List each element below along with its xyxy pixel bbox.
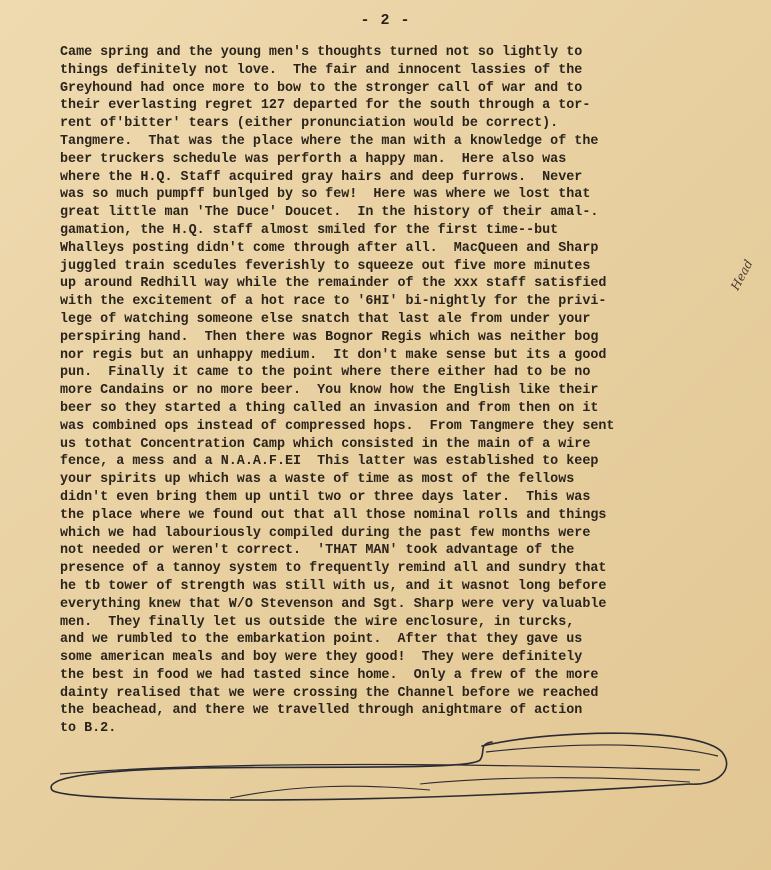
text-line: didn't even bring them up until two or three days later. This was [60,489,591,505]
text-line: not needed or weren't correct. 'THAT MAN' took advantage of the [60,543,575,559]
text-line: things definitely not love. The fair and innocent lassies of the [60,62,583,78]
text-line: their everlasting regret 127 departed for the south through a tor- [60,98,591,114]
text-line: where the H.Q. Staff acquired gray hairs and deep furrows. Never [60,169,583,185]
text-line: which we had labouriously compiled during the past few months were [60,525,591,541]
text-line: beer truckers schedule was perforth a happy man. Here also was [60,151,567,167]
text-line: some american meals and boy were they good! They were definitely [60,650,583,666]
text-line: us tothat Concentration Camp which consisted in the main of a wire [60,436,591,452]
text-line: nor regis but an unhappy medium. It don't make sense but its a good [60,347,607,363]
text-line: to B.2. [60,721,117,737]
text-line: your spirits up which was a waste of time as most of the fellows [60,472,575,488]
text-line: the place where we found out that all those nominal rolls and things [60,507,607,523]
text-line: the beachead, and there we travelled through anightmare of action [60,703,583,719]
text-line: pun. Finally it came to the point where there either had to be no [60,365,591,381]
text-line: Whalleys posting didn't come through after all. MacQueen and Sharp [60,240,599,256]
ink-strike-icon [420,778,690,784]
text-line: gamation, the H.Q. staff almost smiled for the first time--but [60,222,559,238]
text-line: Greyhound had once more to bow to the stronger call of war and to [60,80,583,96]
text-line: great little man 'The Duce' Doucet. In the history of their amal-. [60,205,599,221]
ink-strike-icon [60,764,700,774]
ink-strike-icon [230,786,430,798]
text-line: the best in food we had tasted since home. Only a frew of the more [60,667,599,683]
text-line: and we rumbled to the embarkation point. After that they gave us [60,632,583,648]
text-line: Tangmere. That was the place where the man with a knowledge of the [60,133,599,149]
text-line: presence of a tannoy system to frequently remind all and sundry that [60,561,607,577]
text-line: everything knew that W/O Stevenson and Sgt. Sharp were very valuable [60,596,607,612]
text-line: more Candains or no more beer. You know how the English like their [60,383,599,399]
text-line: juggled train scedules feverishly to squeeze out five more minutes [60,258,591,274]
text-line: men. They finally let us outside the wire enclosure, in turcks, [60,614,575,630]
text-line: he tb tower of strength was still with us, and it wasnot long before [60,578,607,594]
text-line: dainty realised that we were crossing the Channel before we reached [60,685,599,701]
handwritten-margin-note: Head [728,257,756,293]
typed-body-text [60,44,730,738]
text-line: was combined ops instead of compressed hops. From Tangmere they sent [60,418,615,434]
text-line: fence, a mess and a N.A.A.F.EI This latter was established to keep [60,454,599,470]
text-line: rent of'bitter' tears (either pronunciation would be correct). [60,116,559,132]
text-line: Came spring and the young men's thoughts turned not so lightly to [60,45,583,60]
text-line: up around Redhill way while the remainder of the xxx staff satisfied [60,276,607,292]
page-number: - 2 - [360,12,411,29]
ink-strike-icon [486,745,718,756]
text-line: beer so they started a thing called an invasion and from then on it [60,400,599,416]
text-line: perspiring hand. Then there was Bognor Regis which was neither bog [60,329,599,345]
text-line: was so much pumpff bunlged by so few! Here was where we lost that [60,187,591,203]
text-line: lege of watching someone else snatch that last ale from under your [60,311,591,327]
text-line: with the excitement of a hot race to '6HI' bi-nightly for the privi- [60,294,607,310]
ink-loop-icon [51,733,726,800]
